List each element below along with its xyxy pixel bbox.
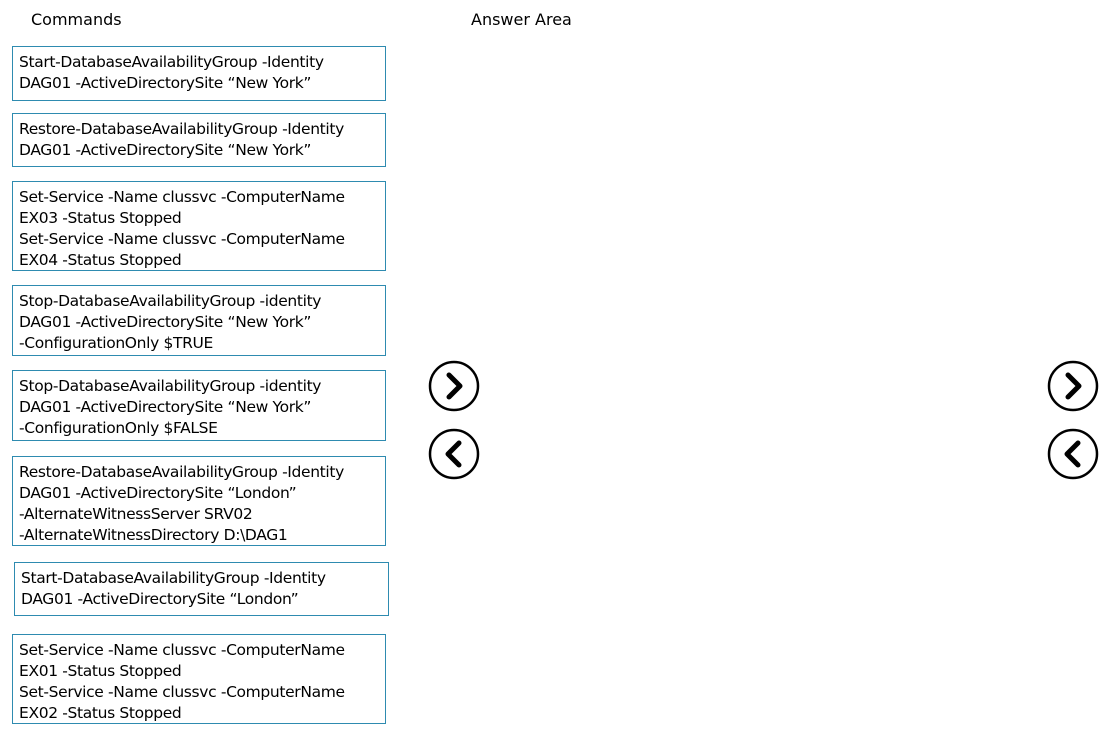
command-line: EX03 -Status Stopped	[19, 209, 182, 227]
command-item[interactable]	[14, 562, 389, 616]
move-right-button[interactable]	[428, 360, 480, 412]
chevron-right-circle-icon	[428, 360, 480, 412]
command-item[interactable]	[12, 456, 386, 546]
command-line: -AlternateWitnessDirectory D:\DAG1	[19, 526, 288, 544]
command-line: Start-DatabaseAvailabilityGroup -Identity	[21, 569, 326, 587]
command-item[interactable]	[12, 285, 386, 356]
command-line: Set-Service -Name clussvc -ComputerName	[19, 683, 345, 701]
move-down-button[interactable]	[1047, 360, 1099, 412]
command-line: EX02 -Status Stopped	[19, 704, 182, 722]
command-line: EX01 -Status Stopped	[19, 662, 182, 680]
command-item[interactable]	[12, 181, 386, 271]
commands-heading: Commands	[31, 10, 122, 29]
command-line: DAG01 -ActiveDirectorySite “New York”	[19, 313, 312, 331]
answer-area-heading: Answer Area	[471, 10, 572, 29]
command-line: -AlternateWitnessServer SRV02	[19, 505, 253, 523]
chevron-left-circle-icon	[1047, 428, 1099, 480]
command-line: Restore-DatabaseAvailabilityGroup -Identity	[19, 463, 344, 481]
command-line: Set-Service -Name clussvc -ComputerName	[19, 641, 345, 659]
chevron-right-circle-icon	[1047, 360, 1099, 412]
command-line: Set-Service -Name clussvc -ComputerName	[19, 230, 345, 248]
command-line: DAG01 -ActiveDirectorySite “New York”	[19, 141, 312, 159]
command-item[interactable]	[12, 46, 386, 101]
command-line: Stop-DatabaseAvailabilityGroup -identity	[19, 292, 322, 310]
command-line: DAG01 -ActiveDirectorySite “London”	[19, 484, 297, 502]
move-up-button[interactable]	[1047, 428, 1099, 480]
command-line: DAG01 -ActiveDirectorySite “New York”	[19, 74, 312, 92]
chevron-left-circle-icon	[428, 428, 480, 480]
command-item[interactable]	[12, 370, 386, 441]
command-line: DAG01 -ActiveDirectorySite “London”	[21, 590, 299, 608]
command-line: -ConfigurationOnly $FALSE	[19, 419, 218, 437]
move-left-button[interactable]	[428, 428, 480, 480]
command-item[interactable]	[12, 113, 386, 167]
command-line: -ConfigurationOnly $TRUE	[19, 334, 213, 352]
command-line: Stop-DatabaseAvailabilityGroup -identity	[19, 377, 322, 395]
command-line: Restore-DatabaseAvailabilityGroup -Identity	[19, 120, 344, 138]
command-line: Start-DatabaseAvailabilityGroup -Identity	[19, 53, 324, 71]
command-line: Set-Service -Name clussvc -ComputerName	[19, 188, 345, 206]
command-line: DAG01 -ActiveDirectorySite “New York”	[19, 398, 312, 416]
command-line: EX04 -Status Stopped	[19, 251, 182, 269]
answer-area-dropzone[interactable]	[500, 40, 1030, 730]
command-item[interactable]	[12, 634, 386, 724]
